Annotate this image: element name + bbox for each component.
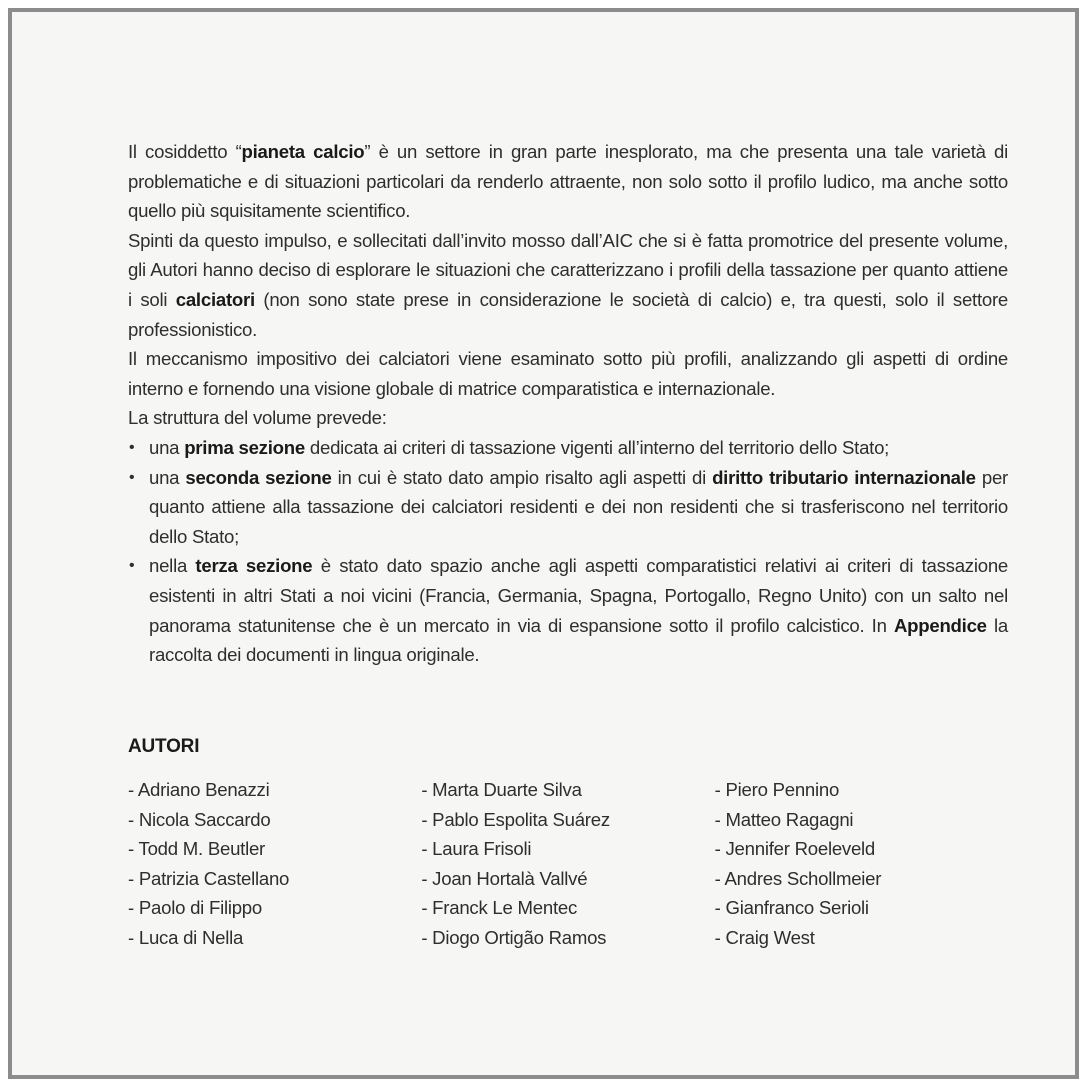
paragraph-intro [128,137,1008,226]
authors-column-3 [715,775,1008,953]
author-name: - Laura Frisoli [421,838,532,860]
author-name: - Andres Schollmeier [714,867,882,889]
paragraph-structure: La struttura del volume prevede: [128,407,387,429]
text: dedicata ai criteri di tassazione vigenti all’interno del territorio dello Stato; [304,436,890,458]
text: Spinti da questo impulso, e sollecitati dall’invito mosso dall’AIC che si è fatta promotrice del presente volume, gli Autori hanno deciso di esplorare le situazioni che caratterizzano i profili della tassazione per quanto attiene i soli [128,229,1008,310]
author-name: - Diogo Ortigão Ramos [421,926,607,948]
author-name: - Craig West [714,926,815,948]
bold-text: terza sezione [195,555,313,577]
paragraph-scope [128,226,1008,344]
text: (non sono state prese in considerazione le società di calcio) e, tra questi, solo il settore professionistico. [128,288,1008,340]
bold-text: Appendice [893,614,987,636]
bold-text: seconda sezione [185,466,332,488]
author-name: - Matteo Ragagni [714,808,854,830]
author-name: - Paolo di Filippo [128,897,262,919]
author-name: - Marta Duarte Silva [421,779,582,800]
text: la raccolta dei documenti in lingua originale. [149,614,1008,666]
authors-heading: AUTORI [128,736,200,757]
bold-text: pianeta calcio [241,141,365,162]
bold-text: prima sezione [184,436,305,458]
list-item [128,433,1008,463]
author-name: - Jennifer Roeleveld [714,838,876,860]
bold-text: calciatori [175,288,255,310]
author-name: - Piero Pennino [714,779,840,800]
list-item [128,463,1008,552]
list-item [128,551,1008,669]
paragraph-method: Il meccanismo impositivo dei calciatori viene esaminato sotto più profili, analizzando gli aspetti di ordine interno e fornendo una visione globale di matrice comparatistica e internazionale. [128,348,1008,399]
bold-text: diritto tributario internazionale [712,466,976,488]
text: Il cosiddetto “ [128,141,242,162]
author-name: - Nicola Saccardo [128,808,271,830]
author-name: - Franck Le Mentec [421,897,577,919]
text: una [149,436,185,458]
author-name: - Luca di Nella [128,926,244,948]
authors-column-2 [421,775,714,953]
author-name: - Gianfranco Serioli [714,897,869,919]
text: nella [149,555,196,577]
text: per quanto attiene alla tassazione dei calciatori residenti e dei non residenti che si trasferiscono nel territorio dello Stato; [149,466,1008,547]
description-text [128,137,1008,670]
text: è stato dato spazio anche agli aspetti comparatistici relativi ai criteri di tassazione esistenti in altri Stati a noi vicini (Francia, Germania, Spagna, Portogallo, Regno Unito) con un salto nel panorama statunitense che è un mercato in via di espansione sotto il profilo calcistico. In [149,555,1009,636]
text: ” è un settore in gran parte inesplorato, ma che presenta una tale varietà di problematiche e di situazioni particolari da renderlo attraente, non solo sotto il profilo ludico, ma anche sotto quello più squisitamente scientifico. [128,141,1008,222]
bullet-icon: • [129,468,135,486]
author-name: - Adriano Benazzi [128,779,270,800]
author-name: - Pablo Espolita Suárez [421,808,610,830]
author-name: - Joan Hortalà Vallvé [421,867,588,889]
structure-list [128,433,1008,670]
authors-column-1 [128,775,421,953]
text: una [149,466,186,488]
text: in cui è stato dato ampio risalto agli aspetti di [331,466,713,488]
bullet-icon: • [129,438,135,456]
bullet-icon: • [129,557,135,575]
authors-list [128,775,1008,953]
author-name: - Todd M. Beutler [128,838,265,860]
author-name: - Patrizia Castellano [128,867,290,889]
